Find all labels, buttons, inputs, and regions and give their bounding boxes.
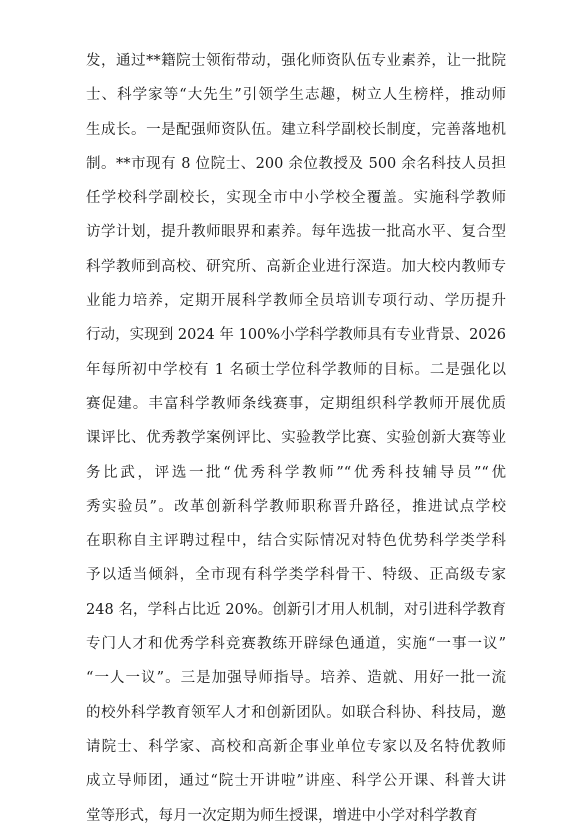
text-line: 发，通过**籍院士领衔带动，强化师资队伍专业素养，让一批院 xyxy=(86,53,506,69)
text-line: 生成长。一是配强师资队伍。建立科学副校长制度，完善落地机 xyxy=(86,121,506,138)
text-line: 制。**市现有 8 位院士、200 余位教授及 500 余名科技人员担 xyxy=(86,155,506,172)
text-line: 秀实验员”。改革创新科学教师职称晋升路径，推进试点学校 xyxy=(86,498,506,515)
text-line: 赛促建。丰富科学教师条线赛事，定期组织科学教师开展优质 xyxy=(86,395,506,412)
text-line: 任学校科学副校长，实现全市中小学校全覆盖。实施科学教师 xyxy=(86,190,506,207)
text-line: 予以适当倾斜，全市现有科学类学科骨干、特级、正高级专家 xyxy=(86,567,506,584)
text-line: 课评比、优秀教学案例评比、实验教学比赛、实验创新大赛等业 xyxy=(86,430,506,447)
text-line: 科学教师到高校、研究所、高新企业进行深造。加大校内教师专 xyxy=(86,258,506,275)
body-paragraph xyxy=(86,44,506,833)
text-line: 请院士、科学家、高校和高新企事业单位专家以及名特优教师 xyxy=(86,738,506,755)
text-line: 248 名，学科占比近 20%。创新引才用人机制，对引进科学教育 xyxy=(86,601,506,618)
text-line: 行动，实现到 2024 年 100%小学科学教师具有专业背景、2026 xyxy=(86,327,506,344)
text-line: 成立导师团，通过“院士开讲啦”讲座、科学公开课、科普大讲 xyxy=(86,773,506,790)
text-line: 专门人才和优秀学科竞赛教练开辟绿色通道，实施“一事一议” xyxy=(86,636,506,653)
text-line: 访学计划，提升教师眼界和素养。每年选拔一批高水平、复合型 xyxy=(86,224,506,241)
text-line: 堂等形式，每月一次定期为师生授课，增进中小学对科学教育 xyxy=(86,807,478,824)
text-line: 士、科学家等“大先生”引领学生志趣，树立人生榜样，推动师 xyxy=(86,87,506,104)
text-line: 业能力培养，定期开展科学教师全员培训专项行动、学历提升 xyxy=(86,293,506,310)
text-line: 务比武，评选一批“优秀科学教师”“优秀科技辅导员”“优 xyxy=(86,464,506,481)
text-line: 的校外科学教育领军人才和创新团队。如联合科协、科技局，邀 xyxy=(86,704,506,721)
text-line: 年每所初中学校有 1 名硕士学位科学教师的目标。二是强化以 xyxy=(86,361,506,378)
text-line: 在职称自主评聘过程中，结合实际情况对特色优势科学类学科 xyxy=(86,533,506,550)
text-line: “一人一议”。三是加强导师指导。培养、造就、用好一批一流 xyxy=(86,670,506,687)
